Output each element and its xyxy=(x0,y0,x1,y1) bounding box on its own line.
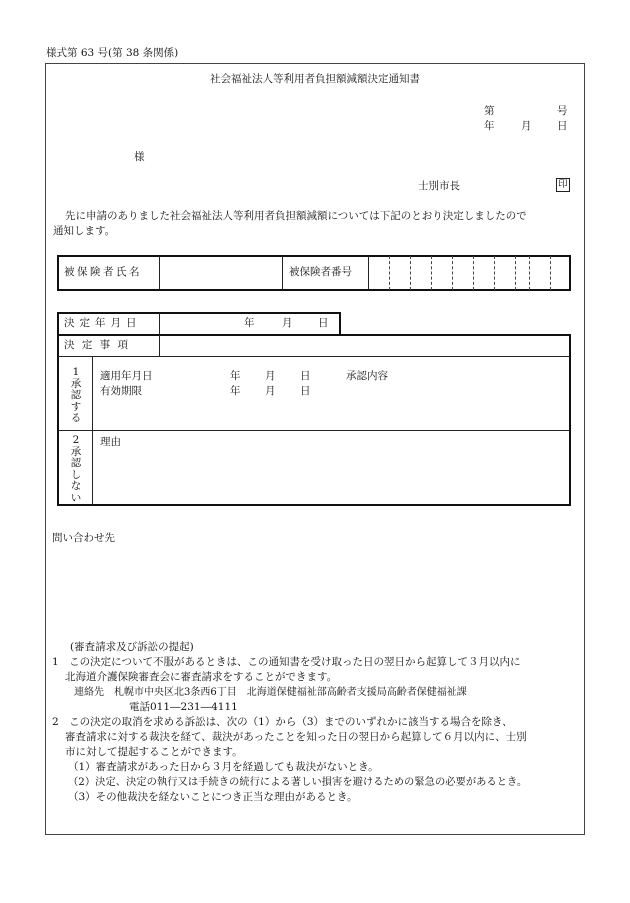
intro-line-2: 通知します。 xyxy=(53,225,116,237)
decision-matter-label: 決 定 事 項 xyxy=(64,339,131,351)
issue-year: 年 xyxy=(484,120,495,132)
valid-until-day: 日 xyxy=(300,385,311,397)
apply-date-day: 日 xyxy=(300,370,311,382)
apply-date-month: 月 xyxy=(265,370,276,382)
insured-name-label: 被保険者氏名 xyxy=(64,266,142,278)
issue-day: 日 xyxy=(557,120,568,132)
apply-date-label: 適用年月日 xyxy=(100,370,153,382)
form-number: 様式第 63 号(第 38 条関係) xyxy=(46,47,179,59)
decision-date-month: 月 xyxy=(282,317,293,329)
decision-date-day: 日 xyxy=(318,317,329,329)
inquiry-label: 問い合わせ先 xyxy=(52,532,115,544)
decision-matter-field[interactable] xyxy=(160,336,569,355)
note-1-phone: 電話011―231―4111 xyxy=(129,701,238,713)
addressee-honorific: 様 xyxy=(134,151,145,163)
intro-line-1: 先に申請のありました社会福祉法人等利用者負担額減額については下記のとおり決定しましたので xyxy=(65,210,527,222)
mayor-title: 士別市長 xyxy=(418,180,460,192)
approve-label: 1承認する xyxy=(70,366,82,424)
note-1-contact: 連絡先 札幌市中央区北3条西6丁目 北海道保健福祉部高齢者支援局高齢者保健福祉課 xyxy=(74,687,467,698)
document-title: 社会福祉法人等利用者負担額減額決定通知書 xyxy=(210,73,420,85)
valid-until-year: 年 xyxy=(230,385,241,397)
seal-stamp: 印 xyxy=(556,178,570,192)
insured-name-field[interactable] xyxy=(160,257,282,289)
decision-date-year: 年 xyxy=(244,317,255,329)
decision-date-label: 決定年月日 xyxy=(64,317,142,329)
condition-1: （1）審査請求があった日から３月を経過しても裁決がないとき。 xyxy=(68,761,379,773)
apply-date-year: 年 xyxy=(230,370,241,382)
note-1-line-2: 北海道介護保険審査会に審査請求をすることができます。 xyxy=(65,671,338,683)
insured-number-label: 被保険者番号 xyxy=(289,266,352,278)
valid-until-label: 有効期限 xyxy=(100,385,142,397)
note-2-line-3: 市に対して提起することができます。 xyxy=(65,746,243,758)
number-suffix: 号 xyxy=(557,105,568,117)
note-2-line-1: 2 この決定の取消を求める訴訟は、次の（1）から（3）までのいずれかに該当する場合を除き、 xyxy=(52,716,513,728)
valid-until-month: 月 xyxy=(265,385,276,397)
divider xyxy=(282,256,283,290)
number-prefix: 第 xyxy=(484,105,495,117)
note-1-line-1: 1 この決定について不服があるときは、この通知書を受け取った日の翌日から起算して３月以内に xyxy=(52,656,521,668)
note-2-line-2: 審査請求に対する裁決を経て、裁決があったことを知った日の翌日から起算して６月以内に、士別 xyxy=(65,731,527,743)
issue-month: 月 xyxy=(521,120,532,132)
divider xyxy=(159,313,160,334)
reason-label: 理由 xyxy=(100,436,121,448)
approval-content-label: 承認内容 xyxy=(346,370,388,382)
condition-3: （3）その他裁決を経ないことにつき正当な理由があるとき。 xyxy=(68,791,358,803)
reject-label: 2承認しない xyxy=(70,434,82,504)
row-divider xyxy=(58,356,570,357)
insured-number-field[interactable] xyxy=(369,257,570,289)
notes-heading: (審査請求及び訴訟の提起) xyxy=(70,641,194,653)
condition-2: （2）決定、決定の執行又は手続きの続行による著しい損害を避けるための緊急の必要があるとき。 xyxy=(68,776,528,788)
row-divider xyxy=(58,430,570,431)
reason-field[interactable] xyxy=(93,450,569,504)
